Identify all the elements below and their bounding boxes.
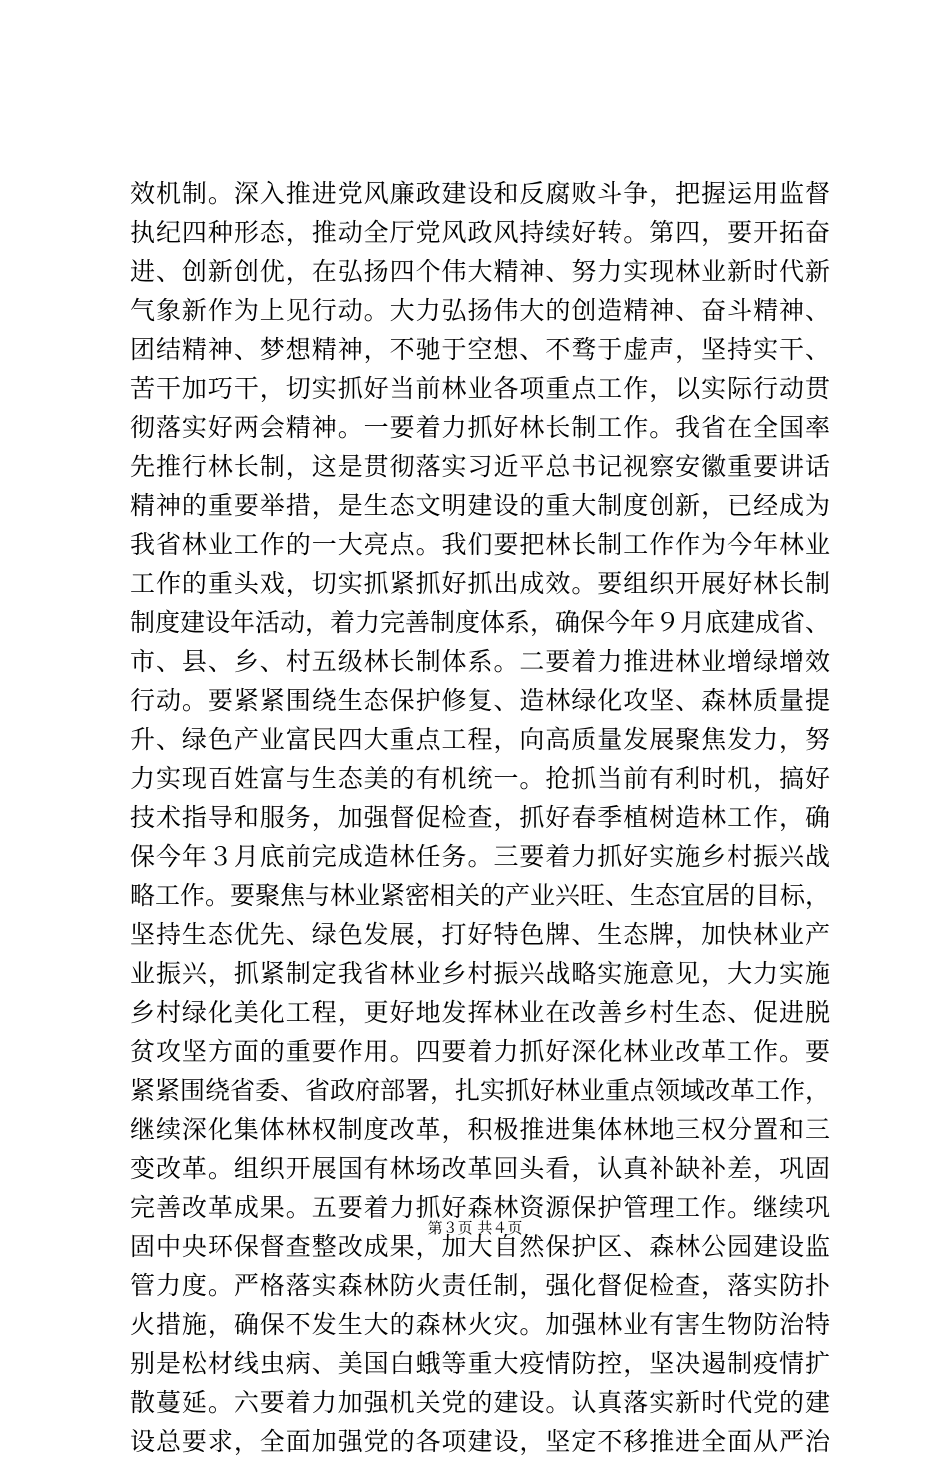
text-line: 苦干加巧干，切实抓好当前林业各项重点工作，以实际行动贯 [130, 374, 830, 403]
page-footer: 第３页 共４页 [427, 1219, 523, 1237]
text-line: 管力度。严格落实森林防火责任制，强化督促检查，落实防扑 [130, 1271, 830, 1300]
text-line: 业振兴，抓紧制定我省林业乡村振兴战略实施意见，大力实施 [130, 959, 830, 988]
text-line: 气象新作为上见行动。大力弘扬伟大的创造精神、奋斗精神、 [130, 296, 830, 325]
text-line: 工作的重头戏，切实抓紧抓好抓出成效。要组织开展好林长制 [130, 569, 830, 598]
text-line: 行动。要紧紧围绕生态保护修复、造林绿化攻坚、森林质量提 [130, 686, 830, 715]
text-line: 别是松材线虫病、美国白蛾等重大疫情防控，坚决遏制疫情扩 [130, 1349, 830, 1378]
text-line: 设总要求，全面加强党的各项建设，坚定不移推进全面从严治 [130, 1427, 830, 1456]
text-line: 乡村绿化美化工程，更好地发挥林业在改善乡村生态、促进脱 [130, 998, 830, 1027]
text-line: 力实现百姓富与生态美的有机统一。抢抓当前有利时机，搞好 [130, 764, 830, 793]
text-line: 升、绿色产业富民四大重点工程，向高质量发展聚焦发力，努 [130, 725, 830, 754]
text-line: 略工作。要聚焦与林业紧密相关的产业兴旺、生态宜居的目标， [130, 881, 831, 910]
text-line: 变改革。组织开展国有林场改革回头看，认真补缺补差，巩固 [130, 1154, 830, 1183]
text-line: 火措施，确保不发生大的森林火灾。加强林业有害生物防治特 [130, 1310, 830, 1339]
text-line: 进、创新创优，在弘扬四个伟大精神、努力实现林业新时代新 [130, 257, 830, 286]
text-line: 完善改革成果。五要着力抓好森林资源保护管理工作。继续巩 [130, 1193, 830, 1222]
text-line: 执纪四种形态，推动全厅党风政风持续好转。第四，要开拓奋 [130, 218, 830, 247]
text-line: 团结精神、梦想精神，不驰于空想、不骛于虚声，坚持实干、 [130, 335, 830, 364]
text-line: 我省林业工作的一大亮点。我们要把林长制工作作为今年林业 [130, 530, 830, 559]
text-line: 散蔓延。六要着力加强机关党的建设。认真落实新时代党的建 [130, 1388, 830, 1417]
text-line: 贫攻坚方面的重要作用。四要着力抓好深化林业改革工作。要 [130, 1037, 830, 1066]
text-line: 坚持生态优先、绿色发展，打好特色牌、生态牌，加快林业产 [130, 920, 830, 949]
text-line: 精神的重要举措，是生态文明建设的重大制度创新，已经成为 [130, 491, 830, 520]
text-line: 紧紧围绕省委、省政府部署，扎实抓好林业重点领域改革工作， [130, 1076, 831, 1105]
text-line: 保今年３月底前完成造林任务。三要着力抓好实施乡村振兴战 [130, 842, 830, 871]
text-line: 制度建设年活动，着力完善制度体系，确保今年９月底建成省、 [130, 608, 831, 637]
text-line: 继续深化集体林权制度改革，积极推进集体林地三权分置和三 [130, 1115, 830, 1144]
text-line: 市、县、乡、村五级林长制体系。二要着力推进林业增绿增效 [130, 647, 830, 676]
text-line: 固中央环保督查整改成果，加大自然保护区、森林公园建设监 [130, 1232, 830, 1261]
text-line: 彻落实好两会精神。一要着力抓好林长制工作。我省在全国率 [130, 413, 830, 442]
text-line: 效机制。深入推进党风廉政建设和反腐败斗争，把握运用监督 [130, 179, 830, 208]
text-line: 技术指导和服务，加强督促检查，抓好春季植树造林工作，确 [130, 803, 830, 832]
body-text [130, 174, 830, 1461]
text-line: 先推行林长制，这是贯彻落实习近平总书记视察安徽重要讲话 [130, 452, 830, 481]
